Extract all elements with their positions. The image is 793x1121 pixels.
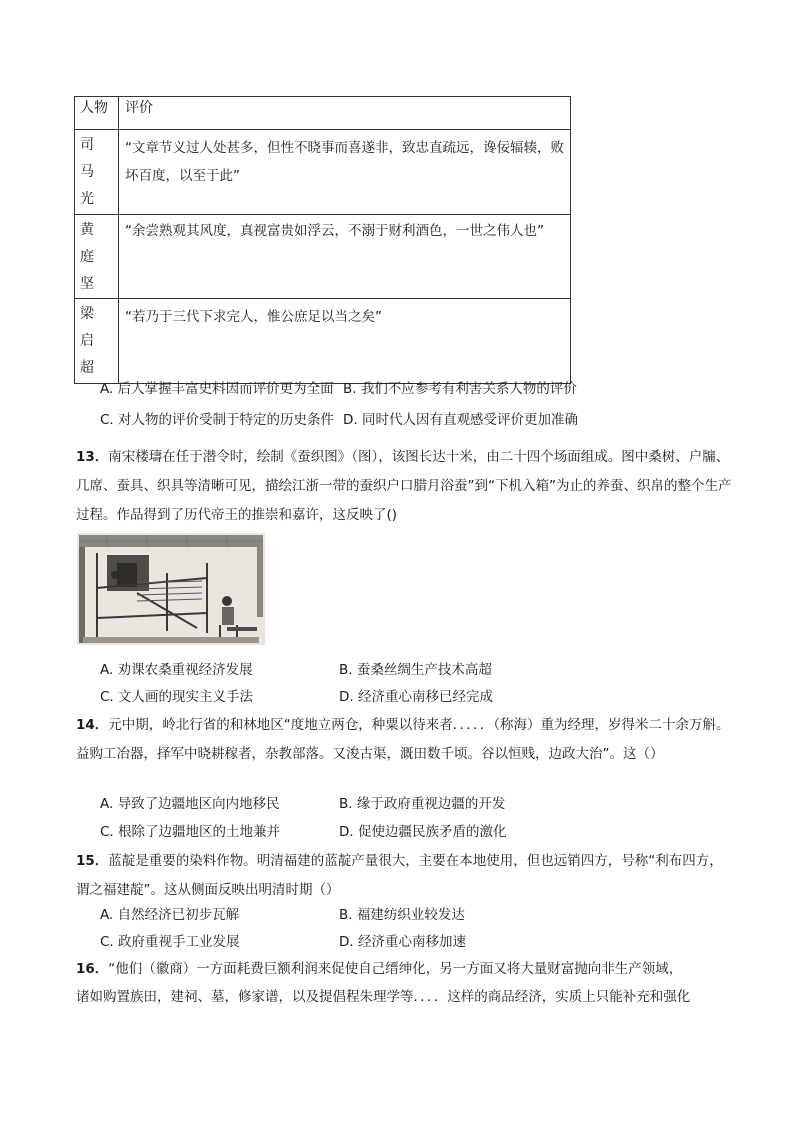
q15-option-a[interactable]: A. 自然经济已初步瓦解 — [100, 907, 240, 923]
question-16-line-1 — [76, 959, 682, 979]
q15-option-d[interactable]: D. 经济重心南移加速 — [339, 934, 466, 950]
question-13 — [76, 443, 736, 530]
table-row — [75, 215, 571, 299]
table-row — [75, 299, 571, 384]
q13-option-c[interactable]: C. 文人画的现实主义手法 — [100, 689, 254, 705]
person-char: 梁 — [80, 306, 94, 322]
person-name — [75, 215, 119, 299]
person-char: 马 — [80, 164, 94, 180]
q13-option-a[interactable]: A. 劝课农桑重视经济发展 — [100, 662, 253, 678]
q14-option-d[interactable]: D. 促使边疆民族矛盾的激化 — [339, 824, 507, 840]
person-char: 光 — [80, 191, 94, 207]
person-char: 启 — [80, 333, 94, 349]
person-char: 超 — [80, 360, 94, 376]
evaluation-table — [74, 96, 571, 384]
person-char: 庭 — [80, 249, 94, 265]
question-number: 16． — [76, 961, 109, 977]
question-number: 14． — [76, 717, 109, 733]
person-name — [75, 299, 119, 384]
person-char: 坚 — [80, 276, 94, 292]
evaluation-text: “若乃于三代下求完人，惟公庶足以当之矣” — [119, 299, 571, 384]
question-16-line-2: 诸如购置族田，建祠、墓，修家谱，以及提倡程朱理学等．．．．这样的商品经济，实质上只能补充和强化 — [76, 989, 691, 1005]
question-stem: “他们（徽商）一方面耗费巨额利润来促使自己缙绅化，另一方面又将大量财富抛向非生产领域， — [108, 961, 683, 977]
q14-option-b[interactable]: B. 缘于政府重视边疆的开发 — [339, 796, 506, 812]
q13-option-b[interactable]: B. 蚕桑丝绸生产技术高超 — [339, 662, 492, 678]
silk-weaving-illustration — [77, 533, 265, 645]
person-char: 司 — [80, 137, 94, 153]
header-evaluation: 评价 — [119, 97, 571, 130]
person-name — [75, 130, 119, 215]
table-row — [75, 130, 571, 215]
q13-option-d[interactable]: D. 经济重心南移已经完成 — [339, 689, 493, 705]
question-number: 15． — [76, 853, 109, 869]
q14-option-c[interactable]: C. 根除了边疆地区的土地兼并 — [100, 824, 281, 840]
evaluation-text: “文章节义过人处甚多，但性不晓事而喜遂非，致忠直疏远，谗佞辐辏，败坏百度，以至于此” — [119, 130, 571, 215]
q12-option-c[interactable]: C. 对人物的评价受制于特定的历史条件 — [100, 412, 335, 428]
question-stem: 蓝靛是重要的染料作物。明清福建的蓝靛产量很大，主要在本地使用，但也远销四方，号称“利布四方，谓之福建靛”。这从侧面反映出明清时期（） — [76, 853, 723, 898]
q12-option-d[interactable]: D. 同时代人因有直观感受评价更加准确 — [343, 412, 578, 428]
header-person: 人物 — [75, 97, 119, 130]
person-char: 黄 — [80, 222, 94, 238]
question-14 — [76, 711, 736, 769]
q15-option-b[interactable]: B. 福建纺织业较发达 — [339, 907, 465, 923]
question-15 — [76, 847, 736, 905]
question-stem: 南宋楼璹在任于潜令时，绘制《蚕织图》（图），该图长达十米，由二十四个场面组成。图中桑树、户牖、几席、蚕具、织具等清晰可见，描绘江浙一带的蚕织户口腊月浴蚕”到“下机入箱”为止的养蚕、织帛的整个生产过程。作品得到了历代帝王的推崇和嘉许，这反映了() — [76, 449, 732, 523]
evaluation-text: “余尝熟观其风度，真视富贵如浮云，不溺于财利酒色，一世之伟人也” — [119, 215, 571, 299]
question-number: 13． — [76, 449, 109, 465]
question-stem: 元中期，岭北行省的和林地区“度地立两仓，种粟以待来者．．．．．（称海）重为经理，岁得米二十余万斛。益购工冶器，择军中晓耕稼者，杂教部落。又浚古渠，溉田数千顷。谷以恒贱，边政大治”。这（） — [76, 717, 730, 762]
q15-option-c[interactable]: C. 政府重视手工业发展 — [100, 934, 240, 950]
q14-option-a[interactable]: A. 导致了边疆地区向内地移民 — [100, 796, 280, 812]
q12-option-a[interactable]: A. 后人掌握丰富史料因而评价更为全面 — [100, 381, 334, 397]
table-header-row — [75, 97, 571, 130]
q12-option-b[interactable]: B. 我们不应参考有利害关系人物的评价 — [343, 381, 577, 397]
